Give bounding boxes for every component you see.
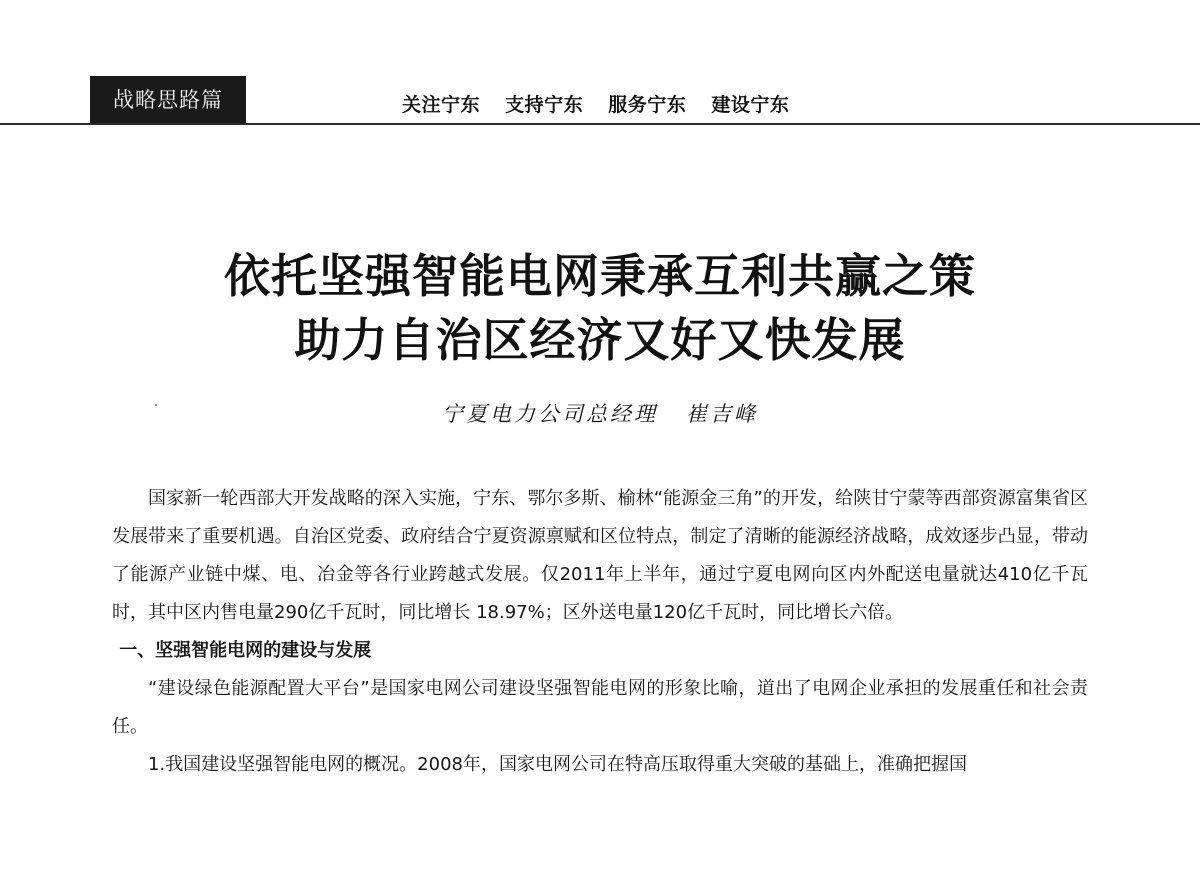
- page-header: [0, 0, 1200, 140]
- title-line: 助力自治区经济又好又快发展: [294, 313, 906, 367]
- section-tag: 战略思路篇: [90, 76, 246, 124]
- slogan-item: 服务宁东: [608, 94, 687, 116]
- paragraph: 1.我国建设坚强智能电网的概况。2008年，国家电网公司在特高压取得重大突破的基础上，准确把握国: [148, 754, 967, 775]
- author-name: 崔吉峰: [686, 402, 758, 426]
- slogan-item: 建设宁东: [711, 94, 790, 116]
- slogan-item: 支持宁东: [505, 94, 584, 116]
- paragraph: “建设绿色能源配置大平台”是国家电网公司建设坚强智能电网的形象比喻，道出了电网企业承担的发展重任和社会责任。: [112, 678, 1088, 737]
- section-heading: 一、坚强智能电网的建设与发展: [119, 640, 372, 661]
- article-body: [112, 480, 1088, 784]
- byline: [0, 398, 1200, 428]
- header-rule: [0, 123, 1200, 125]
- title-line: 依托坚强智能电网秉承互利共赢之策: [224, 249, 976, 303]
- author-position: 宁夏电力公司总经理: [442, 402, 658, 426]
- slogan-item: 关注宁东: [402, 94, 481, 116]
- article-title: [0, 244, 1200, 372]
- paragraph: 国家新一轮西部大开发战略的深入实施，宁东、鄂尔多斯、榆林“能源金三角”的开发，给陕甘宁蒙等西部资源富集省区发展带来了重要机遇。自治区党委、政府结合宁夏资源禀赋和区位特点，制定了清晰的能源经济战略，成效逐步凸显，带动了能源产业链中煤、电、冶金等各行业跨越式发展。仅2011年上半年，通过宁夏电网向区内外配送电量就达410亿千瓦时，其中区内售电量290亿千瓦时，同比增长 18.97%；区外送电量120亿千瓦时，同比增长六倍。: [112, 488, 1088, 623]
- header-slogan: [402, 90, 807, 117]
